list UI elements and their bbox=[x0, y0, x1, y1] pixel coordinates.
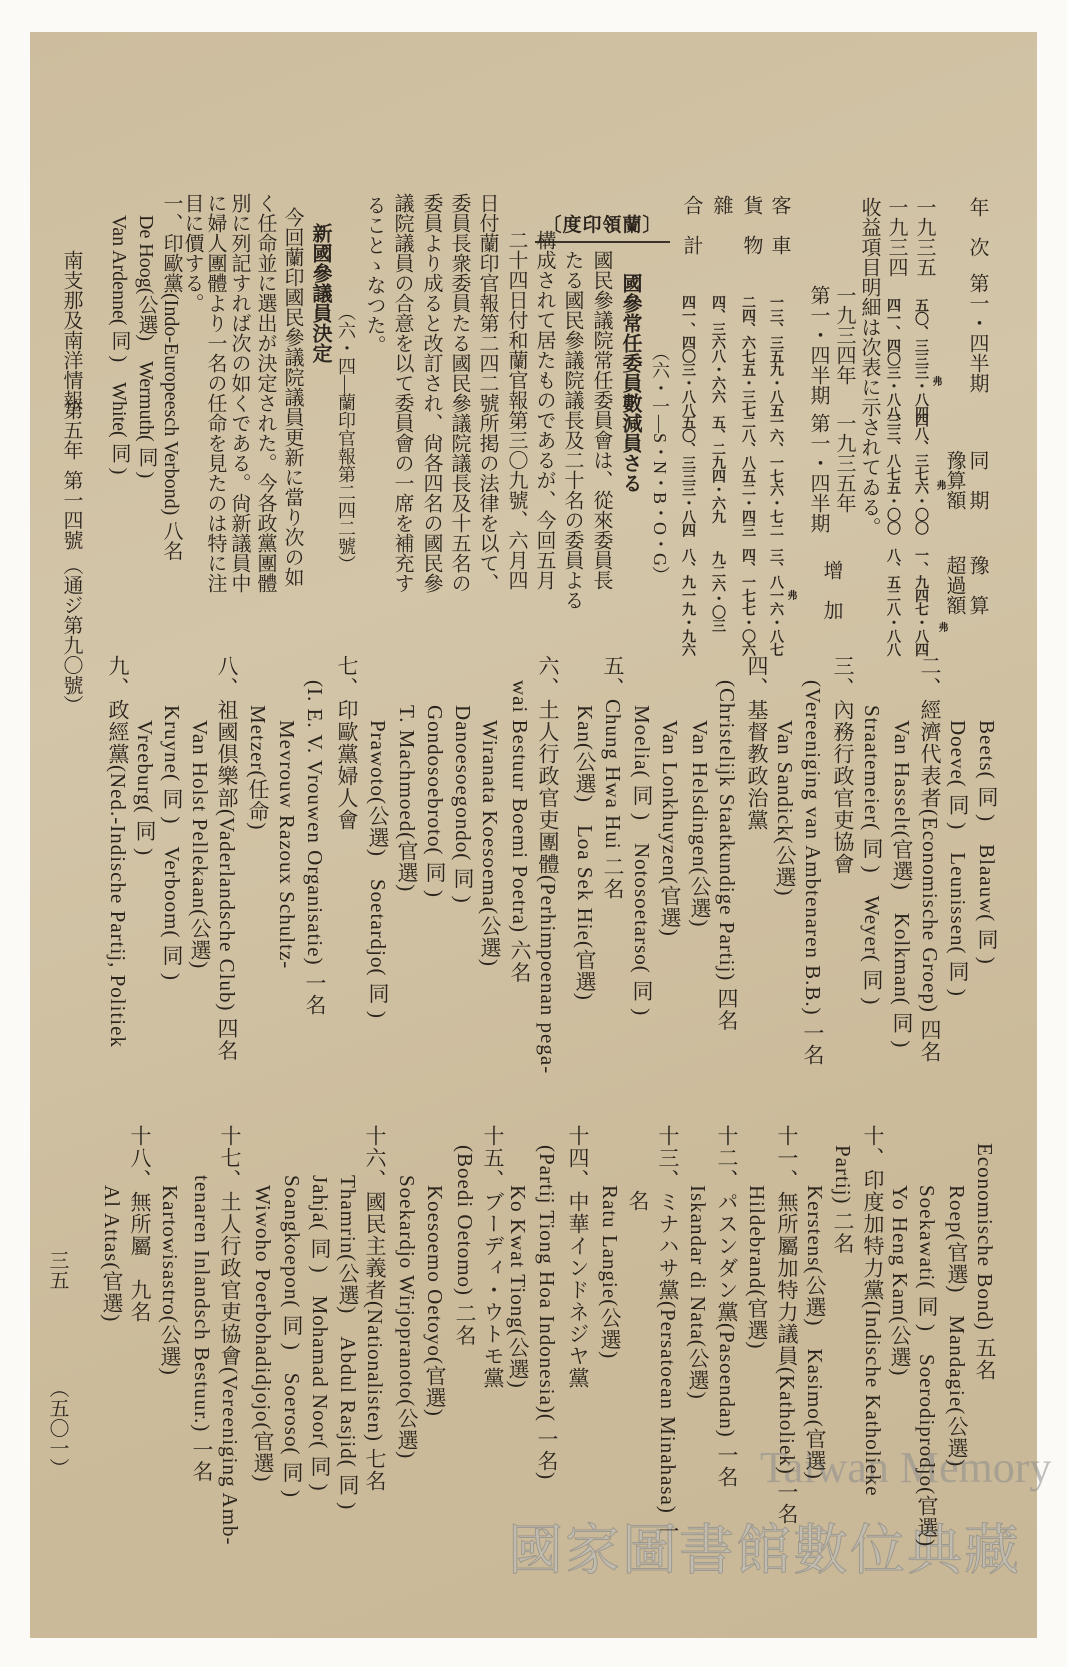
detail-header-1934: 第一・四半期 bbox=[807, 285, 829, 405]
footer-issue: 第一四號 bbox=[60, 470, 82, 550]
table-header-budget: 同 期 bbox=[966, 450, 988, 510]
member-list-line: Kerstens(公選) Kasimo(官選) bbox=[803, 1185, 827, 1480]
member-list-line: Van Hasselt(官選) Kolkman( 同 ) bbox=[890, 720, 914, 1049]
detail-item: 客 車 bbox=[768, 195, 790, 255]
detail-header-1935: 一九三五年 bbox=[833, 413, 855, 513]
member-list-line: (Vereeniging van Ambtenaren B.B.) 一名 bbox=[801, 680, 825, 1066]
member-list-line: 一、印歐黨(Indo-Europeesch Verbond) 八名 bbox=[160, 193, 182, 561]
detail-cell-1935: 五、二九四・六九 bbox=[710, 415, 726, 523]
currency-mark: 弗 bbox=[934, 480, 945, 490]
table-cell-q1: 四一、四〇三・八八 bbox=[885, 298, 901, 420]
member-list-line: Gondosoebroto( 同 ) bbox=[423, 705, 447, 898]
member-list-line: Kartowisastro(公選) bbox=[158, 1185, 182, 1376]
member-list-line: Doeve( 同 ) Leunissen( 同 ) bbox=[946, 720, 970, 997]
detail-item: 雜 bbox=[710, 195, 732, 215]
member-list-line: tenaren Inlandsch Bestuur.) 一名 bbox=[190, 1175, 214, 1483]
table-cell-excess: 八、五二八・八八 bbox=[885, 548, 901, 656]
member-list-line: Van Holst Pellekaan(公選) bbox=[188, 720, 212, 970]
member-list-line: (Boedi Oetomo) 二名 bbox=[453, 1145, 477, 1347]
table-cell-budget: 四八、三七六・〇〇 bbox=[913, 413, 929, 535]
detail-cell-1935: 二八、八五二・四三 bbox=[740, 415, 756, 537]
detail-cell-1934: 二四、六七五・三七 bbox=[740, 295, 756, 417]
member-list-line: 十五、ブーディ・ウトモ黨 bbox=[481, 1125, 505, 1389]
detail-cell-1935: 五〇、三三三・八四 bbox=[680, 415, 696, 537]
table-header-excess: 豫 算 bbox=[966, 555, 988, 615]
table-header-year: 年 次 bbox=[966, 197, 988, 257]
article-line: 今回蘭印國民參議院議員更新に當り次の如 bbox=[281, 207, 303, 587]
member-list-line: 八、祖國倶樂部(Vaderlandsche Club) 四名 bbox=[215, 655, 239, 1062]
member-list-line: 十一、無所屬加特力議員(Katholiek) 一名 bbox=[775, 1125, 799, 1526]
member-list-line: 三、內務行政官吏協會 bbox=[831, 655, 855, 875]
article-source: （六・四―蘭印官報第二四二號） bbox=[336, 303, 356, 573]
currency-mark: 弗 bbox=[785, 590, 796, 600]
member-list-line: Van Helsdingen(公選) bbox=[688, 720, 712, 928]
table-cell-budget: 三三、八七五・〇〇 bbox=[885, 413, 901, 535]
member-list-line: Van Lonkhuyzen(官選) bbox=[658, 720, 682, 937]
article-line: たる國民參議院議長及二十名の委員よる bbox=[561, 250, 583, 610]
table-header-q1: 第一・四半期 bbox=[966, 273, 988, 393]
member-list-line: Beets( 同 ) Blaauw( 同 ) bbox=[975, 720, 999, 965]
member-list-line: Prawoto(公選) Soetardjo( 同 ) bbox=[366, 720, 390, 1019]
detail-cell-1934: 四一、四〇三・八八 bbox=[680, 295, 696, 417]
member-list-line: De Hoog(公選) Wermuth( 同 ) bbox=[135, 215, 157, 479]
table-header-budget: 豫算額 bbox=[943, 450, 965, 510]
detail-item: 貨 物 bbox=[740, 195, 762, 255]
article-line: 委員長衆委員たる國民參議院議長及十五名の bbox=[448, 193, 470, 593]
watermark-english: Taiwan Memory bbox=[760, 1443, 1052, 1492]
member-list-line: Jahja( 同 ) Mohamad Noor( 同 ) bbox=[308, 1175, 332, 1492]
article-title: 新國參議員決定 bbox=[309, 223, 333, 363]
member-list-line: Thamrin(公選) Abdul Rasjid( 同 ) bbox=[336, 1175, 360, 1511]
member-list-line: Wiranata Koesoema(公選) bbox=[478, 720, 502, 967]
table-cell-q1: 五〇、三三三・八四 bbox=[913, 298, 929, 420]
watermark-chinese: 國家圖書館數位典藏 bbox=[508, 1518, 1022, 1582]
member-list-line: 十、印度加特力黨(Indische Katholieke bbox=[861, 1125, 885, 1497]
table-note: 收益項目明細は次表に示されてゐる。 bbox=[858, 197, 880, 537]
article-line: 目に價する。 bbox=[181, 193, 203, 313]
member-list-line: 二、經濟代表者(Economische Groep) 四名 bbox=[918, 655, 942, 1064]
member-list-line: 十二、パスンダン黨(Pasoendan) 一名 bbox=[715, 1125, 739, 1489]
member-list-line: (Christelijk Staatkundige Partij) 四名 bbox=[715, 680, 739, 1032]
member-list-line: Iskandar di Nata(公選) bbox=[686, 1185, 710, 1400]
member-list-line: Wiwoho Poerbohadidjojo(官選) bbox=[251, 1185, 275, 1483]
detail-cell-1934: 一三、三五九・八五 bbox=[768, 295, 784, 417]
detail-cell-increase: 八、九一九・九六 bbox=[680, 548, 696, 656]
footer-serial: （通ジ第九〇號） bbox=[60, 555, 82, 715]
table-cell-excess: 一、九四七・八四 bbox=[913, 548, 929, 656]
article-line: 日付蘭印官報第二四二號所掲の法律を以て、 bbox=[476, 193, 498, 593]
member-list-line: Danoesoegondo( 同 ) bbox=[451, 705, 475, 904]
member-list-line: Mevrouw Razoux Schultz- bbox=[275, 720, 299, 970]
member-list-line: Partij) 二名 bbox=[831, 1145, 855, 1255]
member-list-line: Metzer(任命) bbox=[246, 705, 270, 831]
detail-cell-1934: 四、三六八・六六 bbox=[710, 295, 726, 403]
detail-header-1934: 一九三四年 bbox=[833, 285, 855, 385]
member-list-line: 九、政經黨(Ned.-Indische Partij, Politiek bbox=[106, 655, 130, 1048]
member-list-line: Soekardjo Wirjopranoto(公選) bbox=[395, 1175, 419, 1460]
member-list-line: (Partij Tiong Hoa Indonesia)( 一名) bbox=[535, 1145, 559, 1481]
article-line: く任命並に選出が決定された。今各政黨團體 bbox=[254, 193, 276, 593]
article-line: ることゝなつた。 bbox=[363, 195, 385, 355]
table-year: 一九三四 bbox=[885, 197, 907, 277]
detail-cell-increase: 三、八一六・八七 bbox=[768, 548, 784, 656]
member-list-line: Kan(公選) Loa Sek Hie(官選) bbox=[573, 705, 597, 1001]
article-line: に婦人團體より一名の任命を見たのは特に注 bbox=[204, 193, 226, 593]
member-list-line: 四、基督教政治黨 bbox=[745, 655, 769, 831]
member-list-line: Ratu Langie(公選) bbox=[598, 1185, 622, 1360]
page-number: 三五 bbox=[46, 1250, 68, 1290]
currency-mark: 弗 bbox=[936, 622, 947, 632]
member-list-line: 十六、國民主義者(Nationalisten) 七名 bbox=[363, 1125, 387, 1493]
member-list-line: 十八、無所屬 九名 bbox=[128, 1125, 152, 1323]
member-list-line: 六、土人行政官吏團體(Perhimpoenan pega- bbox=[536, 655, 560, 1075]
member-list-line: Vreeburg( 同 ) bbox=[133, 720, 157, 857]
article-title: 國參常任委員數減員さる bbox=[619, 273, 643, 493]
table-source: （六・一―S・N・B・O・G） bbox=[650, 343, 670, 585]
member-list-line: Soangkoepon( 同 ) Soeroso( 同 ) bbox=[280, 1175, 304, 1498]
member-list-line: Koesoemo Oetoyo(官選) bbox=[423, 1185, 447, 1417]
footer-year: 第五年 bbox=[60, 400, 82, 460]
article-line: 議院議員の合意を以て委員會の一席を補充す bbox=[391, 193, 413, 593]
member-list-line: (I. E. V. Vrouwen Organisatie) 一名 bbox=[303, 680, 327, 1016]
table-year: 一九三五 bbox=[913, 197, 935, 277]
member-list-line: Ko Kwat Tiong(公選) bbox=[506, 1185, 530, 1389]
member-list-line: 十四、中華インドネジヤ黨 bbox=[566, 1125, 590, 1389]
member-list-line: Straatemeier( 同 ) Weyer( 同 ) bbox=[860, 705, 884, 1006]
total-page-number: （五〇一） bbox=[46, 1378, 68, 1478]
member-list-line: Al Attas(官選) bbox=[100, 1185, 124, 1323]
detail-item: 合 計 bbox=[680, 195, 702, 255]
member-list-line: Van Ardenne( 同 ) White( 同 ) bbox=[108, 215, 130, 475]
member-list-line: 十三、ミナハサ黨(Persatoean Minahasa) 一 bbox=[656, 1125, 680, 1543]
member-list-line: 五、Chung Hwa Hui 二名 bbox=[601, 655, 625, 900]
member-list-line: Roep(官選) Mandagie(公選) bbox=[945, 1185, 969, 1468]
member-list-line: Soekawati( 同 ) Soerodiprodjo(官選) bbox=[915, 1185, 939, 1548]
article-line: 委員より成ると改訂され、尙各四名の國民參 bbox=[420, 193, 442, 593]
member-list-line: Van Sandick(公選) bbox=[773, 720, 797, 897]
footer-journal: 南支那及南洋情報 bbox=[60, 250, 82, 410]
section-label: 〔蘭領印度〕 bbox=[535, 210, 670, 243]
detail-cell-increase: 四、一七七・〇六 bbox=[740, 548, 756, 656]
member-list-line: 名 bbox=[626, 1190, 650, 1212]
article-line: 別に列記すれば次の如くである。尙新議員中 bbox=[228, 193, 250, 593]
member-list-line: Kruyne( 同 ) Verboom( 同 ) bbox=[160, 705, 184, 981]
article-line: 二十四日付和蘭官報第三〇九號、六月四 bbox=[505, 230, 527, 590]
detail-cell-1935: 一六、一七六・七二 bbox=[768, 415, 784, 537]
member-list-line: Moelia( 同 ) Notosoetarso( 同 ) bbox=[630, 705, 654, 1017]
member-list-line: T. Machmoed(官選) bbox=[395, 705, 419, 893]
table-header-excess: 超過額 bbox=[943, 555, 965, 615]
member-list-line: Yo Heng Kam(公選) bbox=[888, 1185, 912, 1377]
member-list-line: wai Bestuur Boemi Poetra) 六名 bbox=[508, 680, 532, 984]
detail-cell-increase: 九二六・〇三 bbox=[710, 551, 726, 632]
member-list-line: 十七、土人行政官吏協會(Vereeniging Amb- bbox=[218, 1125, 242, 1546]
article-line: 構成されて居たものであるが、今回五月 bbox=[533, 230, 555, 590]
member-list-line: 七、印歐黨婦人會 bbox=[335, 655, 359, 831]
member-list-line: Hildebrand(官選) bbox=[745, 1185, 769, 1350]
currency-mark: 弗 bbox=[930, 376, 941, 386]
article-line: 國民參議院常任委員會は、從來委員長 bbox=[590, 250, 612, 590]
detail-header-increase: 增 加 bbox=[820, 560, 842, 620]
member-list-line: Economische Bond) 五名 bbox=[973, 1143, 997, 1382]
detail-header-1935: 第一・四半期 bbox=[807, 413, 829, 533]
